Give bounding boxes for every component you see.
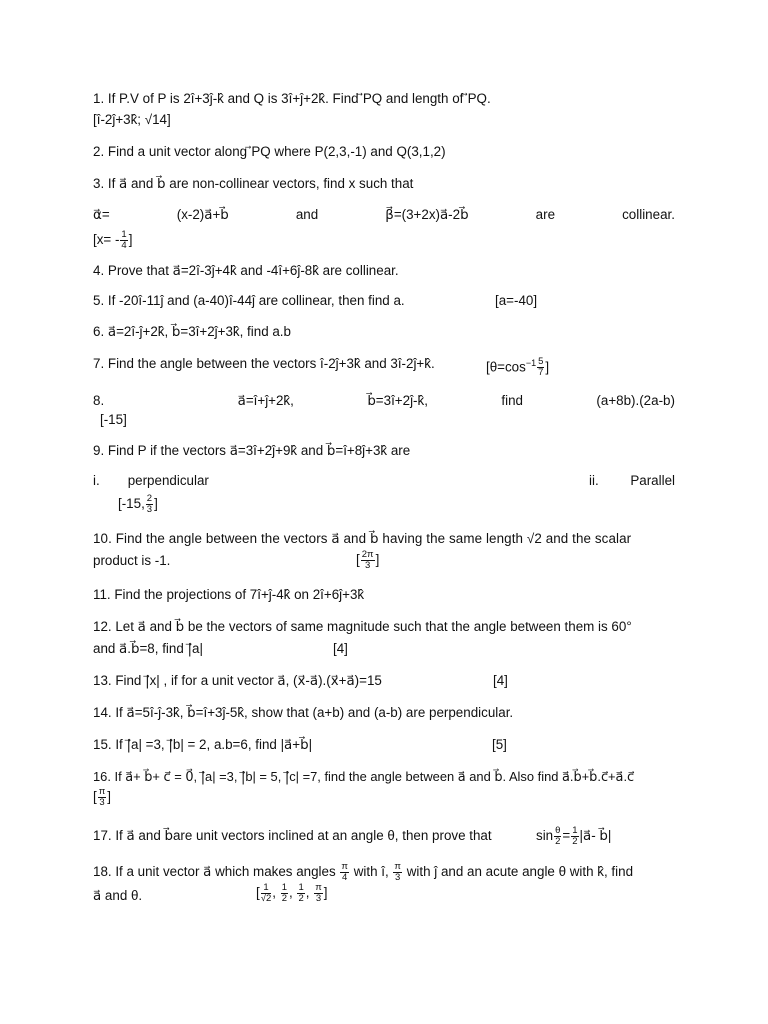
- question-7-answer: [$\theta=\cos^{-1}$ $\frac{5}{7}$ ]: [486, 356, 550, 379]
- fraction: $\frac{\pi}{3}$: [394, 861, 401, 883]
- question-17-formula: sin $\frac{\theta}{2}$ = $\frac{1}{2}$ |a⃗- b⃗|: [536, 825, 612, 847]
- question-18: 18. If a unit vector a⃗ which makes angles $\frac{\pi}{4}$ with î, $\frac{\pi}{3}$ with ĵ and an acute angle θ with k̂, find: [93, 861, 634, 883]
- question-7: 7. Find the angle between the vectors î-2ĵ+3k̂ and 3î-2ĵ+k̂.: [93, 356, 435, 371]
- question-2: 2. Find a unit vector along ⃗PQ where P(2,3,-1) and Q(3,1,2): [93, 144, 446, 159]
- question-18-line-2: a⃗ and θ.: [93, 888, 143, 903]
- question-6: 6. a⃗=2î-ĵ+2k̂, b⃗=3î+2ĵ+3k̂, find a.b: [93, 324, 291, 339]
- question-1-answer: [î-2ĵ+3k̂; √14]: [93, 112, 171, 127]
- question-9: 9. Find P if the vectors a⃗=3î+2ĵ+9k̂ and b⃗=î+8ĵ+3k̂ are: [93, 443, 411, 458]
- question-18-answer: [ $\frac{1}{√2}$ , $\frac{1}{2}$ , $\frac{1}{2}$ , $\frac{\pi}{3}$ ]: [256, 882, 328, 904]
- fraction: $\frac{\pi}{3}$: [315, 882, 322, 904]
- question-9-answer: [-15, $\frac{2}{3}$ ]: [118, 493, 158, 515]
- question-13-answer: [4]: [493, 673, 508, 688]
- question-12-answer: [4]: [333, 641, 348, 656]
- fraction: $\frac{1}{√2}$: [260, 882, 272, 904]
- question-8: 8. a⃗=î+ĵ+2k̂, b⃗=3î+2ĵ-k̂, find (a+8b).(2a-b): [93, 393, 675, 408]
- question-12-line-2: and a⃗.b⃗=8, find |⃗a|: [93, 641, 203, 656]
- question-10-answer: [ $\frac{2\pi}{3}$ ]: [356, 549, 380, 571]
- question-4: 4. Prove that a⃗=2î-3ĵ+4k̂ and -4î+6ĵ-8k̂ are collinear.: [93, 263, 399, 278]
- fraction: $\frac{5}{7}$: [538, 356, 544, 379]
- fraction: $\frac{\pi}{4}$: [341, 861, 348, 883]
- question-14: 14. If a⃗=5î-ĵ-3k̂, b⃗=î+3ĵ-5k̂, show that (a+b) and (a-b) are perpendicular.: [93, 705, 514, 720]
- question-3: 3. If a⃗ and b⃗ are non-collinear vectors, find x such that: [93, 176, 414, 191]
- question-16: 16. If a⃗+ b⃗+ c⃗ = 0⃗, |⃗a| =3, |⃗b| = 5, |⃗c| =7, find the angle between a⃗ and b⃗. Also find a⃗.b⃗+b⃗.c⃗+a⃗.c⃗: [93, 769, 635, 784]
- question-1-text: 1. If P.V of P is 2î+3ĵ-k̂ and Q is 3î+ĵ+2k̂. Find ⃗PQ and length of ⃗PQ.: [93, 91, 491, 106]
- fraction: $\frac{1}{2}$: [572, 825, 578, 847]
- question-9-part-i: i. perpendicular: [93, 473, 209, 488]
- question-10-line-2: product is -1.: [93, 553, 171, 568]
- question-10: 10. Find the angle between the vectors a⃗ and b⃗ having the same length √2 and the scalar: [93, 531, 632, 546]
- question-1: [93, 91, 675, 107]
- question-15: 15. If |⃗a| =3, |⃗b| = 2, a.b=6, find |a⃗+b⃗|: [93, 737, 313, 752]
- question-3-line-2: α⃗= (x-2)a⃗+b⃗ and β⃗=(3+2x)a⃗-2b⃗ are collinear.: [93, 207, 675, 222]
- question-12: 12. Let a⃗ and b⃗ be the vectors of same magnitude such that the angle between them is 60°: [93, 619, 632, 634]
- question-17: 17. If a⃗ and b⃗are unit vectors inclined at an angle θ, then prove that: [93, 828, 492, 843]
- question-16-answer: [ $\frac{\pi}{3}$ ]: [93, 786, 112, 808]
- question-3-answer: [x= - $\frac{1}{4}$ ]: [93, 229, 133, 251]
- question-5-answer: [a=-40]: [495, 293, 538, 308]
- fraction: $\frac{1}{2}$: [298, 882, 304, 904]
- fraction: $\frac{1}{2}$: [281, 882, 287, 904]
- question-5: 5. If -20î-11ĵ and (a-40)î-44ĵ are collinear, then find a.: [93, 293, 405, 308]
- question-15-answer: [5]: [492, 737, 507, 752]
- fraction: $\frac{\theta}{2}$: [555, 825, 561, 847]
- fraction: $\frac{2}{3}$: [146, 493, 153, 515]
- fraction: $\frac{\pi}{3}$: [98, 786, 106, 808]
- fraction: $\frac{2\pi}{3}$: [361, 549, 374, 571]
- question-9-part-ii: ii. Parallel: [589, 473, 675, 488]
- question-13: 13. Find |⃗x| , if for a unit vector a⃗, (x⃗-a⃗).(x⃗+a⃗)=15: [93, 673, 382, 688]
- fraction: $\frac{1}{4}$: [121, 229, 127, 251]
- question-11: 11. Find the projections of 7î+ĵ-4k̂ on 2î+6ĵ+3k̂: [93, 587, 365, 602]
- question-8-answer: [-15]: [100, 412, 127, 427]
